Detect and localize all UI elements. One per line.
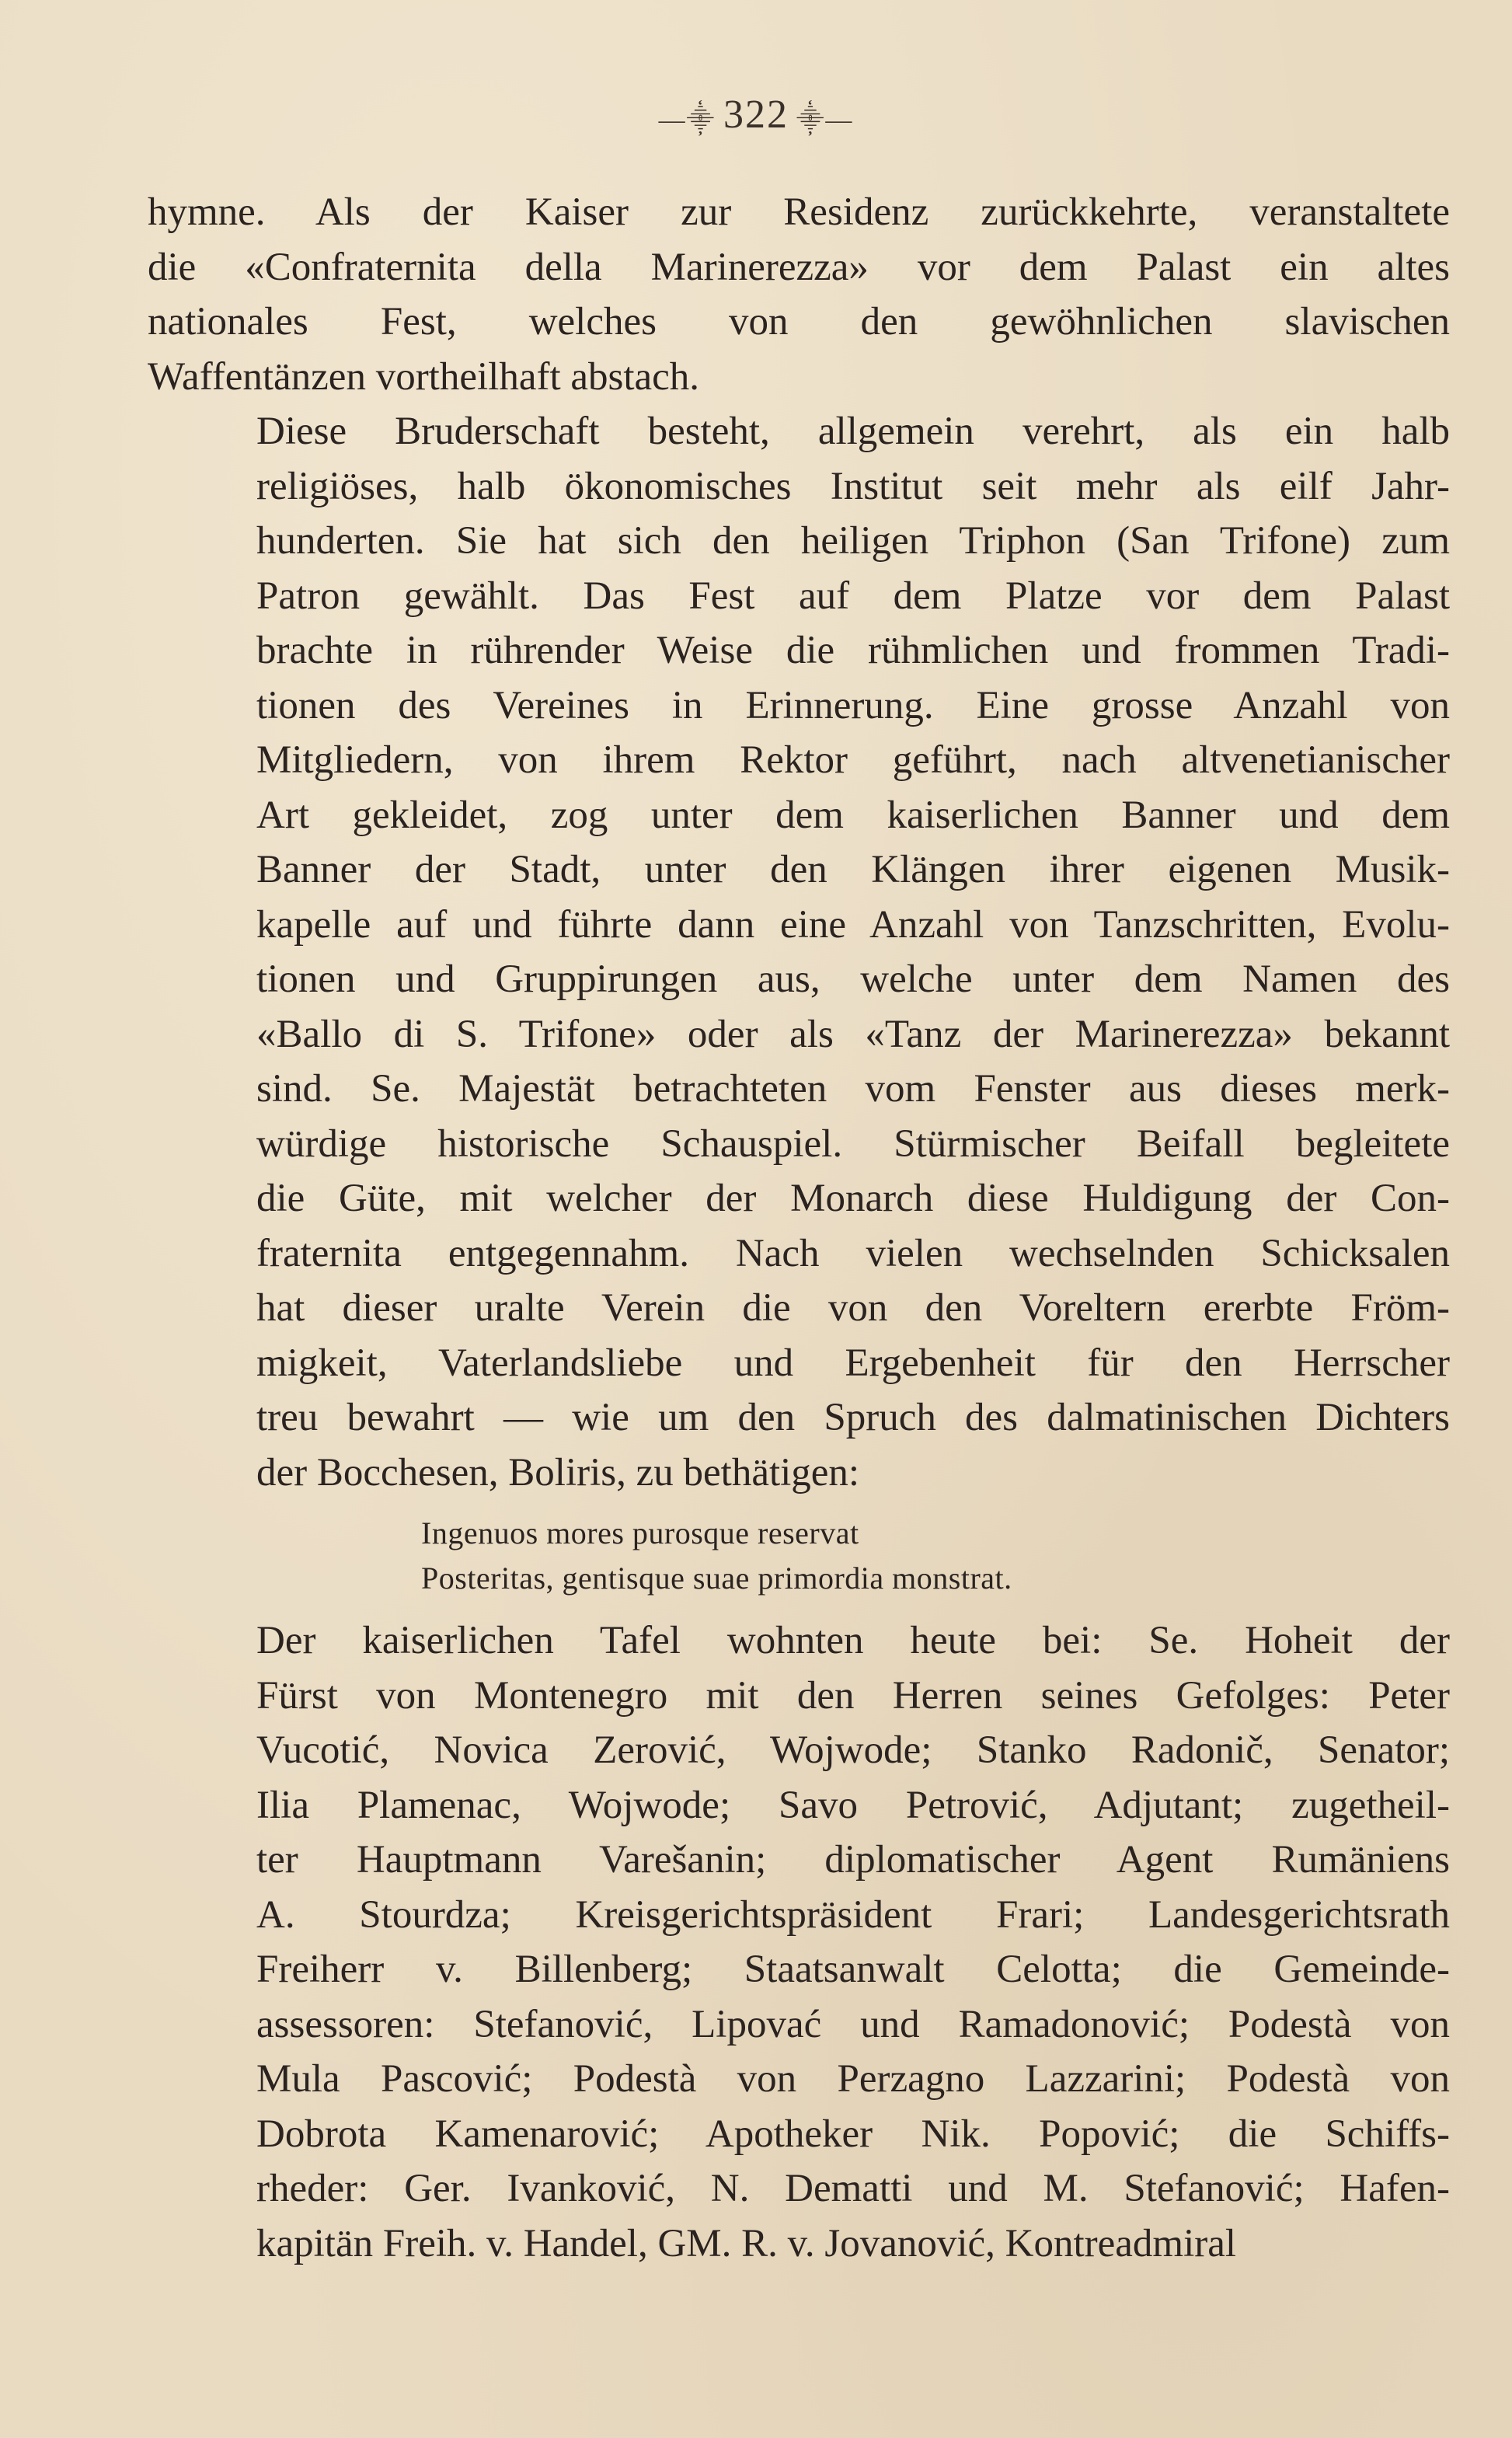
latin-verse-quote <box>421 1511 1450 1601</box>
verse-line: Posteritas, gentisque suae primordia monstrat. <box>421 1561 1012 1596</box>
text-line: religiöses, halb ökonomisches Institut seit mehr als eilf Jahr- <box>256 464 1450 508</box>
verse-line: Ingenuos mores purosque reservat <box>421 1515 859 1550</box>
paragraph-3 <box>148 1613 1450 2271</box>
text-line: Mitgliedern, von ihrem Rektor geführt, nach altvenetianischer <box>256 738 1450 782</box>
text-line: hymne. Als der Kaiser zur Residenz zurückkehrte, veranstaltete <box>148 190 1450 234</box>
text-line: Waffentänzen vortheilhaft abstach. <box>148 354 700 399</box>
text-line: Art gekleidet, zog unter dem kaiserlichen Banner und dem <box>256 793 1450 837</box>
text-line: Der kaiserlichen Tafel wohnten heute bei: Se. Hoheit der <box>256 1619 1450 1662</box>
text-line: Banner der Stadt, unter den Klängen ihrer eigenen Musik- <box>256 848 1450 891</box>
text-line: treu bewahrt — wie um den Spruch des dalmatinischen Dichters <box>256 1396 1450 1439</box>
text-line: brachte in rührender Weise die rühmlichen und frommen Tradi- <box>256 629 1450 672</box>
text-line: würdige historische Schauspiel. Stürmischer Beifall begleitete <box>256 1121 1450 1166</box>
page-number: 322 <box>723 92 789 137</box>
text-line: A. Stourdza; Kreisgerichtspräsident Frari; Landesgerichtsrath <box>256 1892 1450 1937</box>
text-line: assessoren: Stefanović, Lipovać und Ramadonović; Podestà von <box>256 2002 1450 2046</box>
text-line: hat dieser uralte Verein die von den Voreltern ererbte Fröm- <box>256 1286 1450 1330</box>
text-line: migkeit, Vaterlandsliebe und Ergebenheit für den Herrscher <box>256 1341 1450 1385</box>
text-line: kapitän Freih. v. Handel, GM. R. v. Jovanović, Kontreadmiral <box>256 2221 1237 2265</box>
text-line: ter Hauptmann Varešanin; diplomatischer Agent Rumäniens <box>256 1838 1450 1882</box>
text-line: Mula Pascović; Podestà von Perzagno Lazzarini; Podestà von <box>256 2057 1450 2101</box>
text-line: rheder: Ger. Ivanković, N. Dematti und M. Stefanović; Hafen- <box>256 2167 1450 2210</box>
text-line: tionen und Gruppirungen aus, welche unter dem Namen des <box>256 957 1450 1001</box>
text-line: die Güte, mit welcher der Monarch diese Huldigung der Con- <box>256 1177 1450 1220</box>
text-line: tionen des Vereines in Erinnerung. Eine grosse Anzahl von <box>256 683 1450 727</box>
text-line: der Bocchesen, Boliris, zu bethätigen: <box>256 1450 860 1495</box>
page-header <box>0 92 1512 138</box>
text-line: fraternita entgegennahm. Nach vielen wechselnden Schicksalen <box>256 1231 1450 1275</box>
text-line: «Ballo di S. Trifone» oder als «Tanz der Marinerezza» bekannt <box>256 1012 1450 1056</box>
text-line: Vucotić, Novica Zerović, Wojwode; Stanko Radonič, Senator; <box>256 1728 1450 1772</box>
text-line: Freiherr v. Billenberg; Staatsanwalt Celotta; die Gemeinde- <box>256 1948 1450 1991</box>
paragraph-1 <box>148 185 1450 404</box>
text-line: Fürst von Montenegro mit den Herren seines Gefolges: Peter <box>256 1673 1450 1718</box>
text-line: kapelle auf und führte dann eine Anzahl von Tanzschritten, Evolu- <box>256 902 1450 947</box>
ornament-right-icon: ⸎— <box>796 106 854 135</box>
text-line: Patron gewählt. Das Fest auf dem Platze vor dem Palast <box>256 574 1450 618</box>
ornament-left-icon: —⸎ <box>658 106 716 135</box>
main-text <box>148 185 1450 2271</box>
paragraph-2 <box>148 404 1450 1500</box>
text-line: nationales Fest, welches von den gewöhnlichen slavischen <box>148 300 1450 344</box>
text-line: hunderten. Sie hat sich den heiligen Triphon (San Trifone) zum <box>256 519 1450 563</box>
text-line: sind. Se. Majestät betrachteten vom Fenster aus dieses merk- <box>256 1067 1450 1111</box>
text-line: Dobrota Kamenarović; Apotheker Nik. Popović; die Schiffs- <box>256 2112 1450 2156</box>
text-line: Diese Bruderschaft besteht, allgemein verehrt, als ein halb <box>256 410 1450 453</box>
text-line: die «Confraternita della Marinerezza» vor dem Palast ein altes <box>148 245 1450 289</box>
text-line: Ilia Plamenac, Wojwode; Savo Petrović, Adjutant; zugetheil- <box>256 1783 1450 1827</box>
